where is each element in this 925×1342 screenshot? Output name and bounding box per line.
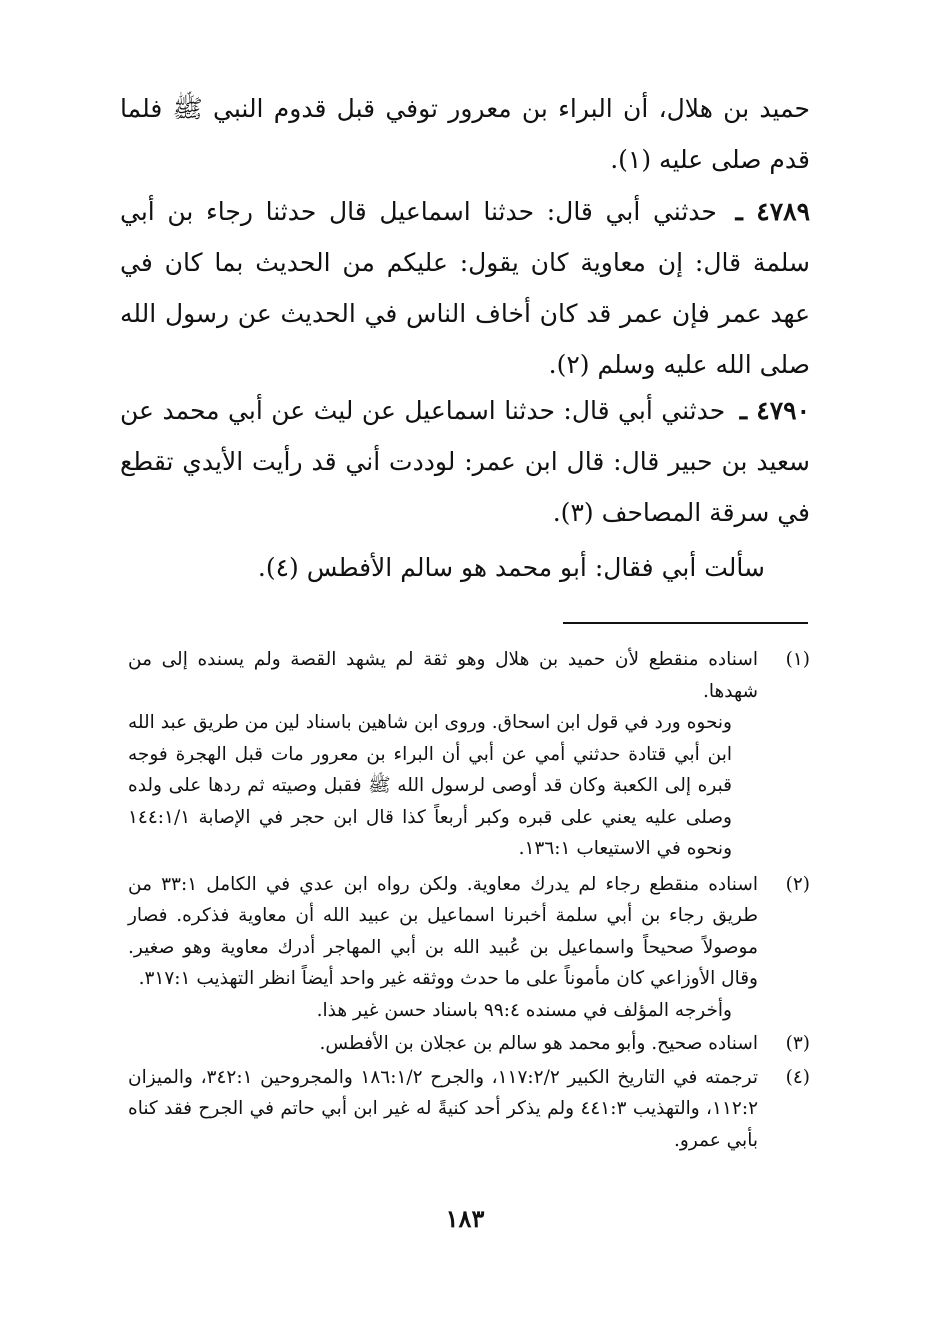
footnote-2-label: (٢): [785, 873, 810, 895]
footnote-2-continuation: وأخرجه المؤلف في مسنده ٩٩:٤ باسناد حسن غير هذا.: [316, 999, 732, 1021]
main-paragraph-4: [120, 542, 810, 593]
footnote-2-text: اسناده منقطع رجاء لم يدرك معاوية. ولكن رواه ابن عدي في الكامل ٣٣:١ من طريق رجاء بن أبي سلمة أخبرنا اسماعيل بن عبيد الله أن معاوية فذكره. فصار موصولاً صحيحاً واسماعيل بن عُبيد الله بن أبي المهاجر أدرك معاوية وهو صغير. وقال الأوزاعي كان مأموناً على ما حدث ووثقه غير واحد أيضاً انظر التهذيب ٣١٧:١.: [128, 873, 759, 989]
footnote-3-label: (٣): [785, 1033, 810, 1054]
hadith-4790: [120, 385, 810, 538]
footnote-3-text: اسناده صحيح. وأبو محمد هو سالم بن عجلان بن الأفطس.: [319, 1033, 758, 1054]
page-number: ١٨٣: [445, 1204, 485, 1233]
footnote-4-text: ترجمته في التاريخ الكبير ١١٧:٢/٢، والجرح ١٨٦:١/٢ والمجروحين ٣٤٢:١، والميزان ١١٢:٢، والتهذيب ٤٤١:٣ ولم يذكر أحد كنيةً له غير ابن أبي حاتم في الجرح فقد كناه بأبي عمرو.: [128, 1066, 759, 1151]
hadith-4789: [120, 186, 810, 390]
main-paragraph-1-text: حميد بن هلال، أن البراء بن معرور توفي قبل قدوم النبي ﷺ فلما قدم صلى عليه (١).: [120, 94, 810, 174]
main-paragraph-1: [120, 83, 810, 185]
footnote-3: [128, 1028, 810, 1060]
footnote-1: [128, 644, 810, 865]
main-paragraph-4-text: سألت أبي فقال: أبو محمد هو سالم الأفطس (٤).: [257, 553, 765, 582]
footnote-1-label: (١): [785, 649, 810, 670]
footnote-4-label: (٤): [785, 1066, 810, 1088]
footnote-2: [128, 869, 810, 1027]
footnote-1-text: اسناده منقطع لأن حميد بن هلال وهو ثقة لم يشهد القصة ولم يسنده إلى من شهدها.: [128, 649, 758, 702]
footnote-1-continuation: ونحوه ورد في قول ابن اسحاق. وروى ابن شاهين باسناد لين من طريق عبد الله ابن أبي قتادة حدثني أمي عن أبي أن البراء بن معرور مات قبل الهجرة فوجه قبره إلى الكعبة وكان قد أوصى لرسول الله ﷺ فقبل وصيته ثم ردها على ولده وصلى عليه يعني على قبره وكبر أربعاً كذا قال ابن حجر في الإصابة ١٤٤:١/١ ونحوه في الاستيعاب ١٣٦:١.: [128, 712, 732, 859]
footnotes-section: [128, 644, 810, 1156]
footnote-separator: [563, 622, 808, 624]
hadith-text-4789: حدثني أبي قال: حدثنا اسماعيل قال حدثنا رجاء بن أبي سلمة قال: إن معاوية كان يقول: عليكم من الحديث بما كان في عهد عمر فإن عمر قد كان أخاف الناس في الحديث عن رسول الله صلى الله عليه وسلم (٢).: [120, 197, 810, 379]
hadith-text-4790: حدثني أبي قال: حدثنا اسماعيل عن ليث عن أبي محمد عن سعيد بن حبير قال: قال ابن عمر: لوددت أني قد رأيت الأيدي تقطع في سرقة المصاحف (٣).: [120, 396, 810, 527]
hadith-number-4790: ٤٧٩٠ ـ: [739, 396, 810, 425]
hadith-number-4789: ٤٧٨٩ ـ: [735, 197, 811, 226]
footnote-4: [128, 1062, 810, 1157]
